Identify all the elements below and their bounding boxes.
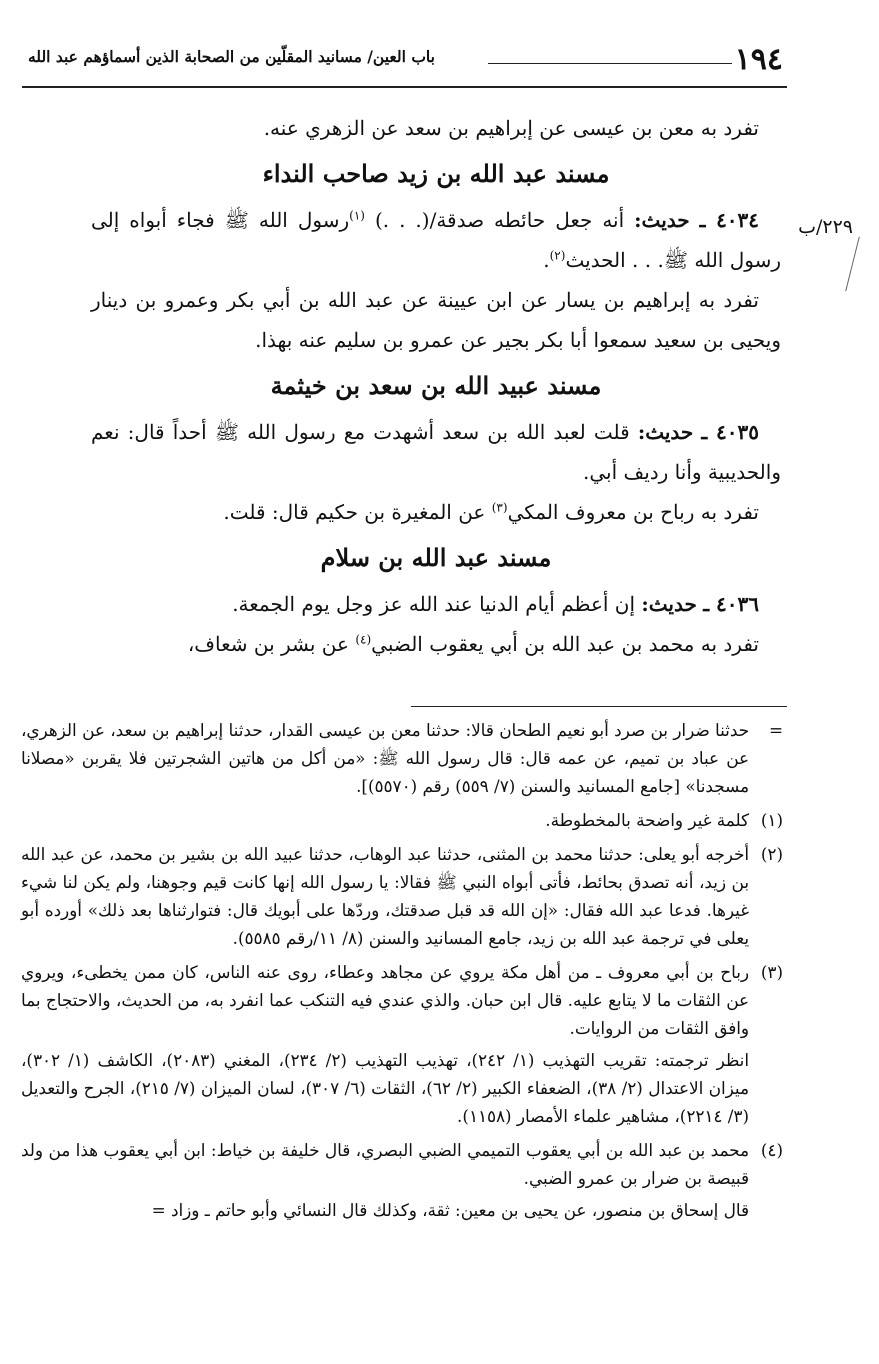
footnote-ref[interactable]: (٣): [491, 500, 508, 515]
footnote-text: كلمة غير واضحة بالمخطوطة.: [545, 810, 749, 830]
text-span: تفرد به رباح بن معروف المكي: [507, 500, 759, 524]
footnote-mark: (٤): [760, 1140, 783, 1160]
paragraph: [91, 492, 781, 532]
page-number: ١٩٤: [734, 42, 783, 77]
footnote-ref[interactable]: (٤): [355, 632, 372, 647]
text-span: عن بشر بن شعاف،: [187, 632, 349, 656]
hadith-text: رسول الله ﷺ فجاء أبواه إلى رسول الله ﷺ. . . الحديث: [91, 208, 781, 272]
running-title: باب العين/ مسانيد المقلّين من الصحابة الذين أسماؤهم عبد الله: [28, 47, 435, 66]
paragraph: تفرد به معن بن عيسى عن إبراهيم بن سعد عن الزهري عنه.: [263, 116, 759, 140]
hadith-text: قلت لعبد الله بن سعد أشهدت مع رسول الله ﷺ أحداً قال: نعم والحديبية وأنا رديف أبي.: [91, 420, 781, 484]
text-span: تفرد به محمد بن عبد الله بن أبي يعقوب الضبي: [371, 632, 759, 656]
footnote-ref[interactable]: (١): [349, 208, 365, 223]
hadith-4035: [91, 412, 781, 492]
footnotes: [21, 716, 783, 1230]
hadith-text: أنه جعل حائطه صدقة/(. . .): [374, 208, 625, 232]
header-rule: [22, 86, 787, 88]
footnote-separator: [411, 706, 787, 707]
main-text: [91, 108, 781, 664]
footnote-text: محمد بن عبد الله بن أبي يعقوب التميمي الضبي البصري، قال خليفة بن خياط: ابن أبي يعقوب هذا من ولد قبيصة بن ضرار بن عمرو الضبي.: [21, 1140, 749, 1188]
hadith-4034: [91, 200, 781, 280]
margin-mark: [845, 237, 860, 292]
footnote-ref[interactable]: (٢): [549, 248, 566, 263]
footnote-text: قال إسحاق بن منصور، عن يحيى بن معين: ثقة، وكذلك قال النسائي وأبو حاتم ـ وزاد =: [151, 1200, 749, 1220]
hadith-number: ٤٠٣٤ ـ: [699, 208, 760, 232]
footnote-1: [21, 806, 783, 834]
footnote-text: حدثنا ضرار بن صرد أبو نعيم الطحان قالا: حدثنا معن بن عيسى القدار، حدثنا إبراهيم بن سعد، عن الزهري، عن عباد بن تميم، عن عمه قال: قال رسول الله ﷺ: «من أكل من هاتين الشجرتين فلا يقربن «مصلانا مسجدنا» [جامع المسانيد والسنن (٧/ ٥٥٩) رقم (٥٥٧٠)].: [21, 720, 749, 796]
footnote-4: [21, 1136, 783, 1224]
hadith-keyword: حديث:: [634, 208, 690, 232]
text-span: عن المغيرة بن حكيم قال: قلت.: [223, 500, 486, 524]
footnote-continuation: [21, 716, 783, 800]
hadith-keyword: حديث:: [641, 592, 697, 616]
footnote-mark: (٣): [760, 962, 783, 982]
manuscript-folio-ref: ٢٢٩/ب: [798, 216, 853, 238]
punctuation: .: [543, 248, 550, 272]
hadith-number: ٤٠٣٥ ـ: [701, 420, 760, 444]
paragraph: تفرد به إبراهيم بن يسار عن ابن عيينة عن عبد الله بن أبي بكر وعمرو بن دينار ويحيى بن سعيد سمعوا أبا بكر بجير عن عمرو بن سليم عنه بهذا.: [91, 288, 781, 352]
section-title: مسند عبيد الله بن سعد بن خيثمة: [270, 371, 602, 400]
hadith-keyword: حديث:: [637, 420, 694, 444]
header-dash-line: [488, 63, 732, 64]
paragraph: [91, 624, 781, 664]
footnote-3: [21, 958, 783, 1130]
footnote-text: انظر ترجمته: تقريب التهذيب (١/ ٢٤٢)، تهذيب التهذيب (٢/ ٢٣٤)، المغني (٢٠٨٣)، الكاشف (١/ ٣٠٢)، ميزان الاعتدال (٢/ ٣٨)، الضعفاء الكبير (٢/ ٦٢)، الثقات (٦/ ٣٠٧)، لسان الميزان (٧/ ٢١٥)، الجرح والتعديل (٣/ ٢٢١٤)، مشاهير علماء الأمصار (١١٥٨).: [21, 1050, 749, 1126]
footnote-text: أخرجه أبو يعلى: حدثنا محمد بن المثنى، حدثنا عبد الوهاب، حدثنا عبيد الله بن بشير بن محمد، عن عبد الله بن زيد، أنه تصدق بحائط، فأتى أبواه النبي ﷺ فقالا: يا رسول الله إنها كانت قيم وجوهنا، ولم يكن لنا شيء غيرها. فدعا عبد الله فقال: «إن الله قد قبل صدقتك، وردّها على أبويك قال: فتوارثناها بعد ذلك» أورده أبو يعلى في ترجمة عبد الله بن زيد، جامع المسانيد والسنن (٨/ ١١/رقم ٥٥٨٥).: [21, 844, 749, 948]
footnote-mark: (١): [760, 810, 783, 830]
hadith-text: إن أعظم أيام الدنيا عند الله عز وجل يوم الجمعة.: [232, 592, 636, 616]
footnote-2: [21, 840, 783, 952]
footnote-mark: =: [768, 720, 783, 740]
footnote-mark: (٢): [760, 844, 783, 864]
footnote-text: رباح بن أبي معروف ـ من أهل مكة يروي عن مجاهد وعطاء، روى عنه الناس، كان ممن يخطىء، ويروي عن الثقات ما لا يتابع عليه. قال ابن حبان. والذي عندي فيه التنكب عما انفرد به، من الحديث، والاحتجاج بما وافق الثقات من الروايات.: [21, 962, 749, 1038]
section-title: مسند عبد الله بن زيد صاحب النداء: [262, 159, 610, 188]
section-title: مسند عبد الله بن سلام: [320, 543, 552, 572]
hadith-number: ٤٠٣٦ ـ: [703, 592, 759, 616]
hadith-4036: [91, 584, 781, 624]
